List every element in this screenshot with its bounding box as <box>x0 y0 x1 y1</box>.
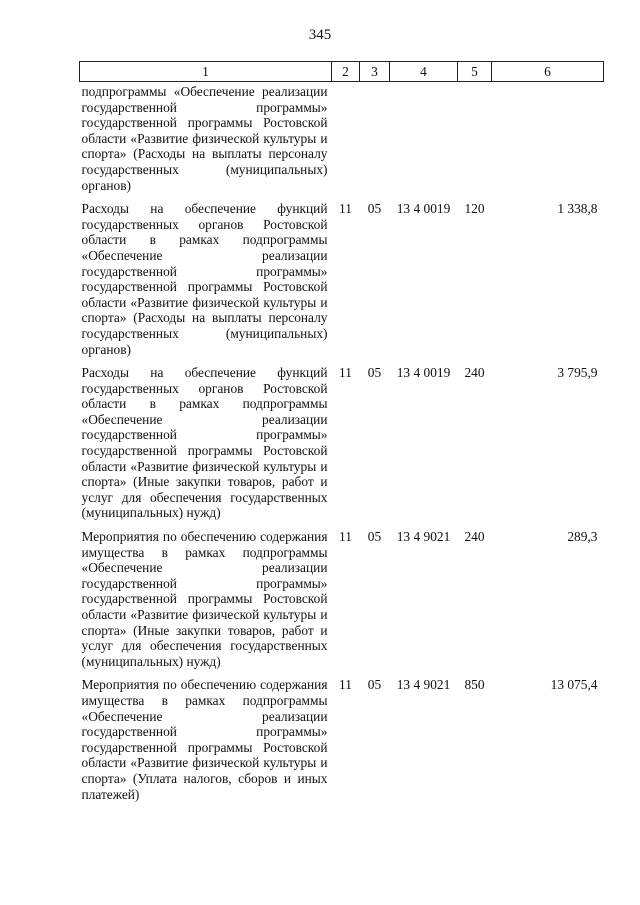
row-amount: 3 795,9 <box>557 365 598 381</box>
row-target-code: 13 4 0019 <box>396 365 451 381</box>
row-section: 11 <box>339 201 352 217</box>
row-target-code: 13 4 0019 <box>396 201 451 217</box>
row-target-code <box>390 82 458 202</box>
row-description: Расходы на обеспечение функций государственных органов Ростовской области в рамках подпрограммы «Обеспечение реализации государственной программы» государственной программы Ростовской области «Развитие физической культуры и спорта» (Расходы на выплаты персоналу государственных (муниципальных) органов) <box>81 201 328 357</box>
row-amount <box>492 82 604 202</box>
header-row <box>80 62 604 82</box>
row-section: 11 <box>339 365 352 381</box>
row-target-code: 13 4 9021 <box>396 529 451 545</box>
row-target-code: 13 4 9021 <box>396 677 451 693</box>
header-col-2: 2 <box>332 62 360 82</box>
header-col-6: 6 <box>492 62 604 82</box>
row-expense-type: 240 <box>464 365 485 381</box>
budget-table <box>79 61 604 810</box>
table-body <box>80 82 604 811</box>
row-expense-type: 240 <box>464 529 485 545</box>
row-description: Мероприятия по обеспечению содержания имущества в рамках подпрограммы «Обеспечение реализации государственной программы» государственной программы Ростовской области «Развитие физической культуры и спорта» (Уплата налогов, сборов и иных платежей) <box>81 677 328 802</box>
row-subsection: 05 <box>367 365 382 381</box>
row-subsection: 05 <box>367 677 382 693</box>
row-description: подпрограммы «Обеспечение реализации государственной программы» государственной программы Ростовской области «Развитие физической культуры и спорта» (Расходы на выплаты персоналу государственных (муниципальных) органов) <box>81 84 328 193</box>
row-section: 11 <box>339 529 352 545</box>
table-row <box>80 529 604 677</box>
row-section <box>332 82 360 202</box>
row-expense-type: 850 <box>464 677 485 693</box>
row-subsection: 05 <box>367 529 382 545</box>
row-description: Мероприятия по обеспечению содержания имущества в рамках подпрограммы «Обеспечение реализации государственной программы» государственной программы Ростовской области «Развитие физической культуры и спорта» (Иные закупки товаров, работ и услуг для обеспечения государственных (муниципальных) нужд) <box>81 529 328 669</box>
row-expense-type <box>458 82 492 202</box>
row-description: Расходы на обеспечение функций государственных органов Ростовской области в рамках подпрограммы «Обеспечение реализации государственной программы» государственной программы Ростовской области «Развитие физической культуры и спорта» (Иные закупки товаров, работ и услуг для обеспечения государственных (муниципальных) нужд) <box>81 365 328 521</box>
row-amount: 1 338,8 <box>557 201 598 217</box>
table-header <box>80 62 604 82</box>
row-amount: 13 075,4 <box>550 677 598 693</box>
table-row <box>80 677 604 810</box>
row-section: 11 <box>339 677 352 693</box>
row-subsection <box>360 82 390 202</box>
header-col-5: 5 <box>458 62 492 82</box>
row-subsection: 05 <box>367 201 382 217</box>
page-number: 345 <box>308 27 332 43</box>
table-row <box>80 365 604 529</box>
table-row <box>80 201 604 365</box>
table-row <box>80 82 604 202</box>
header-col-1: 1 <box>80 62 332 82</box>
header-col-4: 4 <box>390 62 458 82</box>
header-col-3: 3 <box>360 62 390 82</box>
row-amount: 289,3 <box>567 529 598 545</box>
row-expense-type: 120 <box>464 201 485 217</box>
